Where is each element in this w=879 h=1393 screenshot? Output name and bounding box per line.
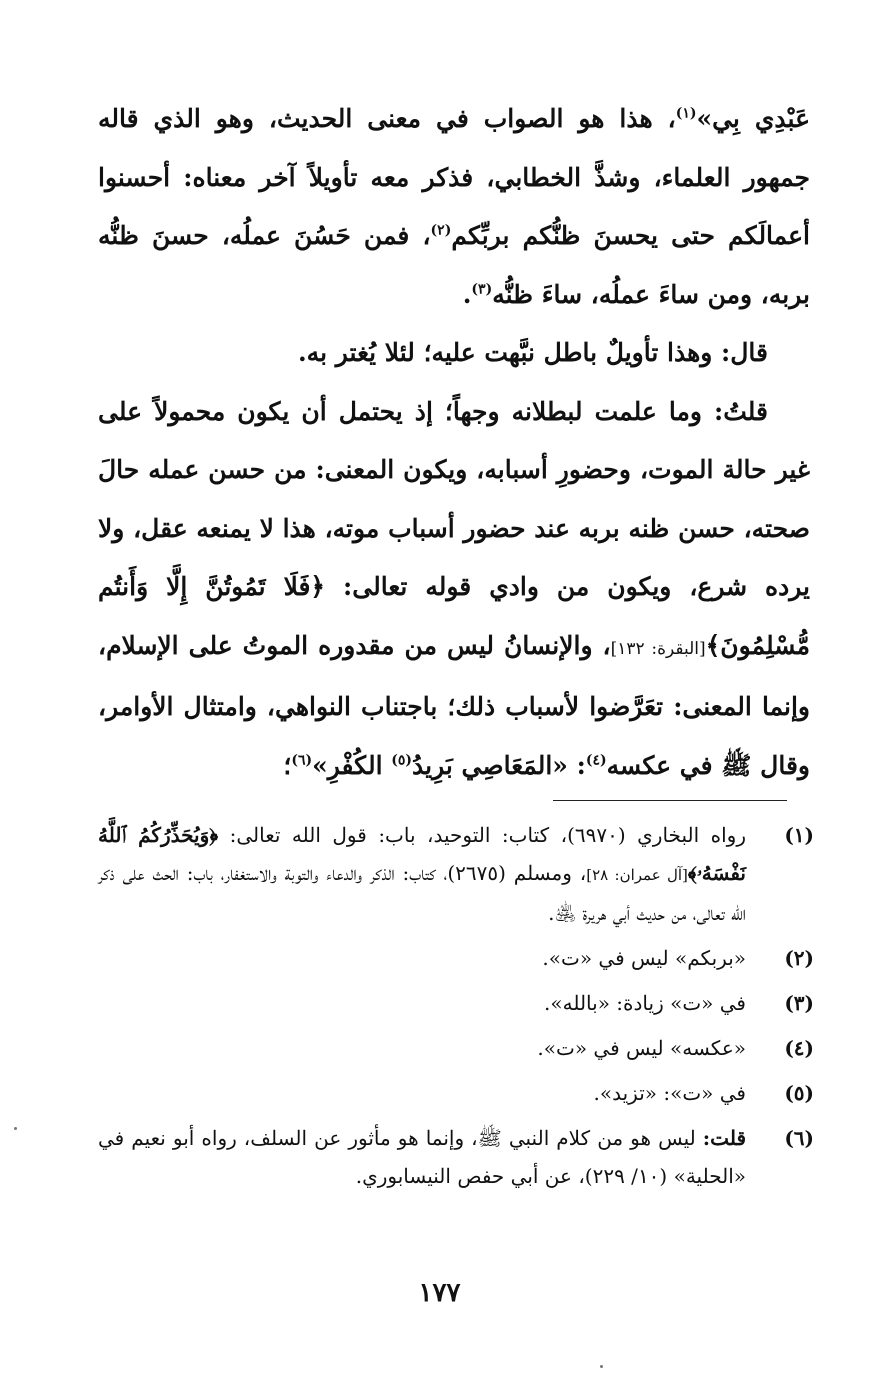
footnote-ref-2[interactable]: (٢) xyxy=(430,222,452,239)
footnotes xyxy=(98,816,814,1202)
footnote-6-text: ليس هو من كلام النبي ﷺ، وإنما هو مأثور عن السلف، رواه أبو نعيم في «الحلية» (١٠/ ٢٢٩)، عن أبي حفص النيسابوري. xyxy=(98,1126,746,1188)
footnote-6-lead: قلت: xyxy=(702,1126,746,1150)
footnote-ref-6[interactable]: (٦) xyxy=(291,752,313,769)
footnote-text: في «ت»: «تزيد». xyxy=(593,1081,746,1105)
paragraph-3-end: ؛ xyxy=(283,750,292,780)
paragraph-1-text-b: ، فمن حَسُنَ عملُه، حسنَ ظنُّه بربه، ومن ساءَ عملُه، ساءَ ظنُّه xyxy=(98,221,810,309)
footnote-6 xyxy=(98,1119,814,1195)
footnote-ref-1[interactable]: (١) xyxy=(675,105,697,122)
footnote-1 xyxy=(98,816,814,932)
footnote-3 xyxy=(98,984,814,1022)
footnote-number: (٥) xyxy=(784,1081,814,1105)
paragraph-1-end: . xyxy=(462,279,472,309)
footnote-ref-5[interactable]: (٥) xyxy=(391,752,413,769)
footnote-number: (٣) xyxy=(784,991,814,1015)
paragraph-3 xyxy=(98,383,810,796)
footnote-ref-4[interactable]: (٤) xyxy=(585,752,607,769)
scan-speck xyxy=(14,1127,17,1130)
footnote-text: في «ت» زيادة: «بالله». xyxy=(544,991,746,1015)
hadith-quote-end: عَبْدِي بِي» xyxy=(696,104,810,133)
paragraph-3-text-b: ، والإنسانُ ليس من مقدوره الموتُ على الإسلام، وإنما المعنى: تعَرَّضوا لأسباب ذلك؛ باجتناب النواهي، وامتثال الأوامر، وقال ﷺ في عكسه xyxy=(98,630,810,780)
footnote-number: (١) xyxy=(784,823,814,847)
footnote-text: «عكسه» ليس في «ت». xyxy=(537,1036,746,1060)
main-text xyxy=(98,90,810,795)
footnote-2 xyxy=(98,939,814,977)
paragraph-1 xyxy=(98,90,810,324)
page-number: ١٧٧ xyxy=(418,1278,461,1308)
footnote-number: (٦) xyxy=(784,1126,814,1150)
footnote-text xyxy=(98,816,746,932)
footnote-1-text-b: ، ومسلم (٢٦٧٥)، كتاب: الذكر والدعاء والتوبة والاستغفار، باب: الحث على ذكر الله تعالى، من حديث أبي هريرة ﵁. xyxy=(98,861,746,925)
paragraph-1-text-a: ، هذا هو الصواب في معنى الحديث، وهو الذي قاله جمهور العلماء، وشذَّ الخطابي، فذكر معه تأويلاً آخر معناه: أحسنوا أعمالَكم حتى يحسنَ ظنُّكم بربِّكم xyxy=(98,104,810,250)
paragraph-3-text-d: الكُفْرِ» xyxy=(312,750,392,780)
footnote-4 xyxy=(98,1029,814,1067)
qultu-label: قلتُ: xyxy=(713,396,768,426)
footnote-text: «بربكم» ليس في «ت». xyxy=(542,946,746,970)
paragraph-3-text-c: : «المَعَاصِي بَرِيدُ xyxy=(412,750,586,780)
footnote-text xyxy=(98,1119,746,1195)
footnote-quran-verse: ﴿وَيُحَذِّرُكُمُ ٱللَّهُ نَفْسَهُۥ﴾ xyxy=(98,823,746,885)
paragraph-2: قال: وهذا تأويلٌ باطل نبَّهت عليه؛ لئلا يُغتر به. xyxy=(297,338,768,367)
footnote-1-text-a: رواه البخاري (٦٩٧٠)، كتاب: التوحيد، باب: قول الله تعالى: xyxy=(218,823,746,847)
footnote-number: (٤) xyxy=(784,1036,814,1060)
scan-speck xyxy=(600,1365,603,1368)
footnote-verse-reference: [آل عمران: ٢٨] xyxy=(586,866,688,884)
footnote-number: (٢) xyxy=(784,946,814,970)
footnote-ref-3[interactable]: (٣) xyxy=(471,281,493,298)
quran-verse: ﴿فَلَا تَمُوتُنَّ إِلَّا وَأَنتُم مُّسْلِمُونَ﴾ xyxy=(98,572,811,660)
verse-reference: [البقرة: ١٣٢] xyxy=(610,638,706,659)
footnote-5 xyxy=(98,1074,814,1112)
footnote-divider xyxy=(553,800,787,801)
paragraph-3-text-a: وما علمت لبطلانه وجهاً؛ إذ يحتمل أن يكون محمولاً على غير حالة الموت، وحضورِ أسبابه، ويكون المعنى: من حسن عمله حالَ صحته، حسن ظنه بربه عند حضور أسباب موته، هذا لا يمنعه عقل، ولا يرده شرع، ويكون من وادي قوله تعالى: xyxy=(98,396,811,601)
